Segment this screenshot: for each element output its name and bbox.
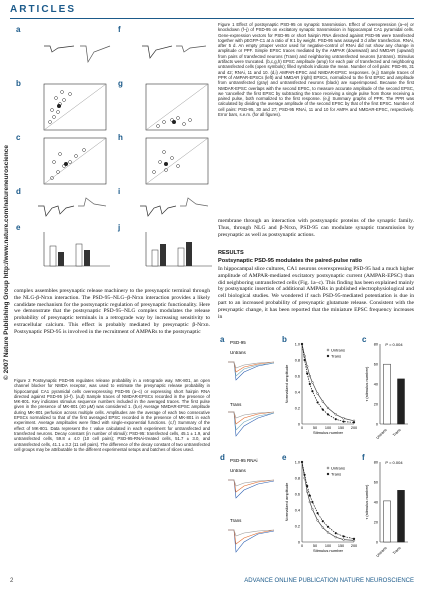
fig2-c-ytick: 80 (373, 342, 378, 347)
fig2-b-point (306, 373, 308, 375)
fig2-c-category-label: Untrans (375, 427, 388, 441)
fig2-e-point (306, 491, 308, 493)
fig2-b-point (335, 418, 337, 420)
fig2-f-ytick: 20 (373, 520, 378, 525)
fig2-e-point (317, 512, 319, 514)
fig2-c-ytick: 60 (373, 362, 378, 367)
fig2-e-point (343, 536, 345, 538)
fig2-e-point (317, 520, 319, 522)
fig2-e-legend-label: Untrans (331, 465, 346, 471)
fig2-b-legend-marker (327, 349, 329, 351)
fig2-e-point (312, 508, 314, 510)
copyright-sidebar (2, 120, 12, 380)
fig2-b-ytick: 0.8 (294, 358, 300, 363)
copyright-text: © 2007 Nature Publishing Group http://www.nature.com/natureneuroscience (3, 145, 10, 380)
fig2-e-point (301, 461, 303, 463)
results-subheading: Postsynaptic PSD-95 modulates the paired-pulse ratio (218, 258, 362, 264)
fig1-label-e: e (16, 223, 21, 232)
fig1-f-traces (142, 46, 206, 58)
fig1-label-b: b (16, 79, 21, 88)
fig2-a-untrans-traces (228, 362, 274, 380)
fig2-b-point (312, 390, 314, 392)
fig2-c-chart (364, 342, 408, 440)
figure-2 (218, 332, 414, 572)
fig2-e-xtick: 100 (324, 544, 332, 548)
fig1-label-g: g (118, 79, 123, 88)
fig2-e-point (322, 520, 324, 522)
fig1-j-bars (146, 232, 212, 266)
fig2-b-xtick: 50 (312, 426, 318, 430)
fig2-e-legend-marker (327, 467, 329, 469)
fig2-e-point (312, 501, 314, 503)
fig2-c-ytick: 20 (373, 402, 378, 407)
fig1-label-j: j (118, 223, 121, 232)
fig2-b-legend-label: Trans (331, 353, 342, 359)
fig1-i-traces (140, 198, 208, 216)
fig2-b-xtick: 150 (337, 426, 345, 430)
fig2-b-point (309, 375, 311, 377)
fig2-b-xlabel: Stimulus number (312, 430, 344, 435)
fig2-b-ytick: 0.6 (294, 374, 300, 379)
fig2-e-point (322, 527, 324, 529)
fig1-label-i: i (118, 187, 121, 196)
fig2-b-point (322, 409, 324, 411)
fig2-e-legend-label: Trans (331, 471, 342, 477)
figure-1 (14, 22, 214, 284)
fig2-b-point (322, 401, 324, 403)
fig2-b-ytick: 0.4 (294, 390, 300, 395)
fig2-e-point (335, 532, 337, 534)
fig1-label-a: a (16, 25, 21, 34)
fig2-c-bar-trans (398, 379, 405, 424)
fig2-e-xtick: 50 (312, 544, 318, 548)
fig2-b-xtick: 100 (324, 426, 332, 430)
fig2-e-ytick: 0 (297, 540, 300, 545)
journal-name: ADVANCE ONLINE PUBLICATION NATURE NEUROSCIENCE (244, 578, 414, 584)
fig2-e-ytick: 0.2 (294, 524, 300, 529)
header-rule (10, 18, 414, 19)
fig1-label-c: c (16, 133, 21, 142)
fig1-b-scatter (44, 84, 106, 130)
fig2-f-ytick: 60 (373, 480, 378, 485)
fig2-label-c: c (362, 335, 367, 344)
fig2-d-title: PSD-95 RNAi (230, 458, 258, 463)
fig2-b-ytick: 0 (297, 422, 300, 427)
fig2-c-bar-untrans (384, 364, 391, 424)
fig2-b-point (327, 407, 329, 409)
fig2-b-point (317, 402, 319, 404)
fig2-b-point (312, 382, 314, 384)
fig2-a-title: PSD-95 (230, 340, 246, 345)
fig2-b-legend-marker (327, 355, 329, 357)
fig2-e-point (327, 532, 329, 534)
fig2-f-bar-untrans (384, 501, 391, 542)
fig2-b-ylabel: Normalized amplitude (284, 364, 289, 404)
fig2-b-point (309, 383, 311, 385)
fig2-label-e: e (282, 453, 287, 462)
fig2-b-point (343, 421, 345, 423)
fig2-a-trans-traces (228, 412, 274, 436)
fig2-e-point (309, 501, 311, 503)
section-header: ARTICLES (10, 4, 76, 15)
fig2-f-ytick: 40 (373, 500, 378, 505)
fig2-b-point (306, 366, 308, 368)
fig1-a-traces (44, 46, 110, 62)
fig2-e-xtick: 150 (337, 544, 345, 548)
fig2-e-point (353, 538, 355, 540)
fig2-b-point (335, 414, 337, 416)
fig2-e-ytick: 0.4 (294, 508, 300, 513)
fig2-e-point (335, 536, 337, 538)
fig2-e-legend-marker (327, 473, 329, 475)
fig2-label-f: f (362, 453, 365, 462)
fig2-e-point (306, 485, 308, 487)
fig2-b-xtick: 0 (300, 426, 304, 430)
fig2-b-point (317, 393, 319, 395)
fig2-e-ytick: 0.6 (294, 492, 300, 497)
fig2-b-point (343, 418, 345, 420)
fig2-e-xlabel: Stimulus number (312, 548, 344, 553)
fig2-a-untrans: Untrans (230, 350, 246, 355)
fig1-label-d: d (16, 187, 21, 196)
fig2-c-ytick: 0 (375, 422, 378, 427)
page-number: 2 (10, 578, 14, 584)
fig2-b-legend-label: Untrans (331, 347, 346, 353)
fig2-d-trans-traces (228, 530, 274, 552)
fig2-e-ylabel: Normalized amplitude (284, 482, 289, 522)
fig2-label-a: a (220, 335, 225, 344)
fig2-f-ytick: 0 (375, 540, 378, 545)
fig2-d-untrans-traces (228, 480, 274, 498)
fig2-f-bar-trans (398, 490, 405, 542)
fig2-f-ylabel: τ (stimulus number) (364, 484, 369, 520)
results-text: In hippocampal slice cultures, CA1 neurons overexpressing PSD-95 had a much higher amplitude of AMPAR-mediated excitatory postsynaptic current (AMPAR-EPSC) than did neighboring untransfected cells (Fig. 1a–c). This finding has been explained mainly by postsynaptic insertion of additional AMPARs in published electrophysiological and cell biological studies. We wondered if such PSD-95-mediated potentiation is due in part to an increased probability of presynaptic glutamate release. Consistent with the presynaptic change, it has been reported that the miniature EPSC frequency increases in (218, 266, 414, 320)
fig2-f-category-label: Untrans (375, 545, 388, 559)
fig2-b-ytick: 0.2 (294, 406, 300, 411)
fig1-label-f: f (118, 25, 121, 34)
fig2-e-chart (284, 461, 357, 554)
fig2-c-category-label: Trans (392, 427, 402, 438)
fig2-c-annotation: P = 0.004 (385, 342, 403, 347)
fig1-g-scatter (146, 84, 208, 130)
fig2-b-point (304, 359, 306, 361)
fig2-b-ytick: 1.0 (294, 342, 300, 347)
fig2-d-untrans: Untrans (230, 468, 246, 473)
fig2-f-category-label: Trans (392, 545, 402, 556)
fig2-b-point (327, 414, 329, 416)
fig2-b-xtick: 200 (350, 426, 358, 430)
fig1-h-scatter (146, 138, 208, 184)
fig2-a-trans: Trans (230, 402, 242, 407)
fig1-e-bars (44, 232, 110, 266)
figure-2-caption: Figure 2 Postsynaptic PSD-95 regulates release probability in a retrograde way. MK-801, an open channel blocker for NMDA receptor, was used to estimate the presynaptic release probability in hippocampal CA1 pyramidal cells overexpressing PSD-95 (a–c) or expressing short hairpin RNA directed against PSD-95 (d–f). (a,d) Sample traces of NMDAR-EPSCs recorded in the presence of MK-801. Key indicates stimulus sequence numbers included in the averaged traces. The first pulse given in the presence of MK-801 (40 μM) was considered 1. (b,e) Average NMDAR-EPSC amplitude during MK-801 perfusion across multiple cells. Amplitudes are the average of each two consecutive EPSCs normalized to that of the first averaged EPSC recorded in the presence of MK-801 in each experiment. Average amplitudes were fitted with single-exponential functions. (c,f) Summary of the effect of MK-801. Data represent the τ value calculated in each experiment for untransfected and transfected neurons. Decay constant (in number of stimuli): PSD-95: transfected cells, 45.1 ± 1.9, and untransfected cells, 59.8 ± 4.0 (10 cell pairs); PSD-95-RNAi-treated cells, 51.7 ± 3.0, and untransfected cells, 41.1 ± 3.2 (11 cell pairs). The difference of the decay constant of two untransfected cell groups may be attributable to the different experimental setups and batches of slices used. (14, 378, 210, 452)
right-col-intro: membrane through an interaction with postsynaptic proteins of the synaptic family. Thus, through NLG and β-Nrxn, PSD-95 can modulate synaptic transmission by presynaptic as well as postsynaptic actions. (218, 218, 414, 238)
fig2-e-ytick: 0.8 (294, 476, 300, 481)
fig2-d-trans: Trans (230, 518, 242, 523)
fig2-e-xtick: 0 (300, 544, 304, 548)
fig2-e-xtick: 200 (350, 544, 358, 548)
fig2-c-ytick: 40 (373, 382, 378, 387)
fig2-e-point (327, 526, 329, 528)
fig1-label-h: h (118, 133, 123, 142)
fig2-label-d: d (220, 453, 225, 462)
fig2-c-ylabel: τ (stimulus number) (364, 366, 369, 402)
figure-1-caption: Figure 1 Effect of postsynaptic PSD-95 on synaptic transmission. Effect of overexpression (a–e) or knockdown (f–j) of PSD-95 on excitatory synaptic transmission in hippocampal CA1 pyramidal cells. Gene-expression vectors for PSD-95 or short hairpin RNA directed against PSD-95 were transfected together with pEGFP-C1 at a ratio of 9:1 by weight. PSD-95 was assayed 3 d after transfection. RNAi, after 5 d. An empty pSuper vector used for negative-control of RNAi did not show any change in amplitude or PPF. Simple EPSC traces mediated by the AMPAR (downward) and NMDAR (upward) from pairs of transfected neurons (Trans) and neighboring untransfected neurons (Untrans). Stimulus artifacts were truncated. (b,c,g,h) EPSC amplitude (amp) for each pair of transfected and neighboring untransfected cells (open symbols); filled symbols indicate the mean. Number of cell pairs: PSD-95, 31 and 42; RNAi, 11 and 10. (d,i) AMPAR-EPSC and NMDAR-EPSC responses. (e,j) Sample traces of PPR of AMPAR-EPSCs (left) and NMDAR (right) EPSCs, normalized to the first EPSC and amplitude from untransfected (gray) and untransfected neurons (black) are superimposed. Because the first NMDAR-EPSC overlaps with the second EPSC, to measure accurate amplitude of the second EPSC, we 'cancelled' the first EPSC by subtracting the trace receiving a single pulse from those receiving a paired pulse, both normalized to the first response. (e,j) Summary graphs of PPR. The PPR was calculated by dividing the average amplitude of the second EPSC by that of the first EPSC. Number of cell pairs: PSD-95, 30 and 27; PSD-95 RNAi, 11 and 10 for AMPA and NMDAR-EPSC, respectively. Error bars, s.e.m. (for all figures). (218, 22, 414, 118)
fig2-e-point (309, 495, 311, 497)
fig2-b-point (301, 343, 303, 345)
fig2-f-annotation: P = 0.004 (385, 460, 403, 465)
fig2-e-point (343, 539, 345, 541)
fig2-label-b: b (282, 335, 287, 344)
results-heading: RESULTS (218, 250, 244, 256)
fig2-e-point (304, 474, 306, 476)
fig2-e-ytick: 1.0 (294, 460, 300, 465)
fig1-d-traces (38, 198, 106, 216)
fig2-b-chart (284, 343, 357, 436)
fig1-c-scatter (44, 138, 106, 184)
fig2-b-point (353, 422, 355, 424)
fig2-f-ytick: 80 (373, 460, 378, 465)
left-col-text: complex assembles presynaptic release machinery to the presynaptic terminal through the NLG-β-Nrxn interaction. The PSD-95–NLG–β-Nrxn interaction provides a likely candidate mechanism for the postsynaptic regulation of presynaptic functionality. Here we demonstrate that the postsynaptic PSD-95–NLG complex modulates the release probability of presynaptic terminals in a retrograde way by increasing sensitivity to extracellular calcium. This effect is probably mediated by presynaptic β-Nrxn. Postsynaptic PSD-95 is involved in the recruitment of AMPARs to the postsynaptic (14, 288, 210, 335)
fig2-f-chart (364, 460, 408, 558)
